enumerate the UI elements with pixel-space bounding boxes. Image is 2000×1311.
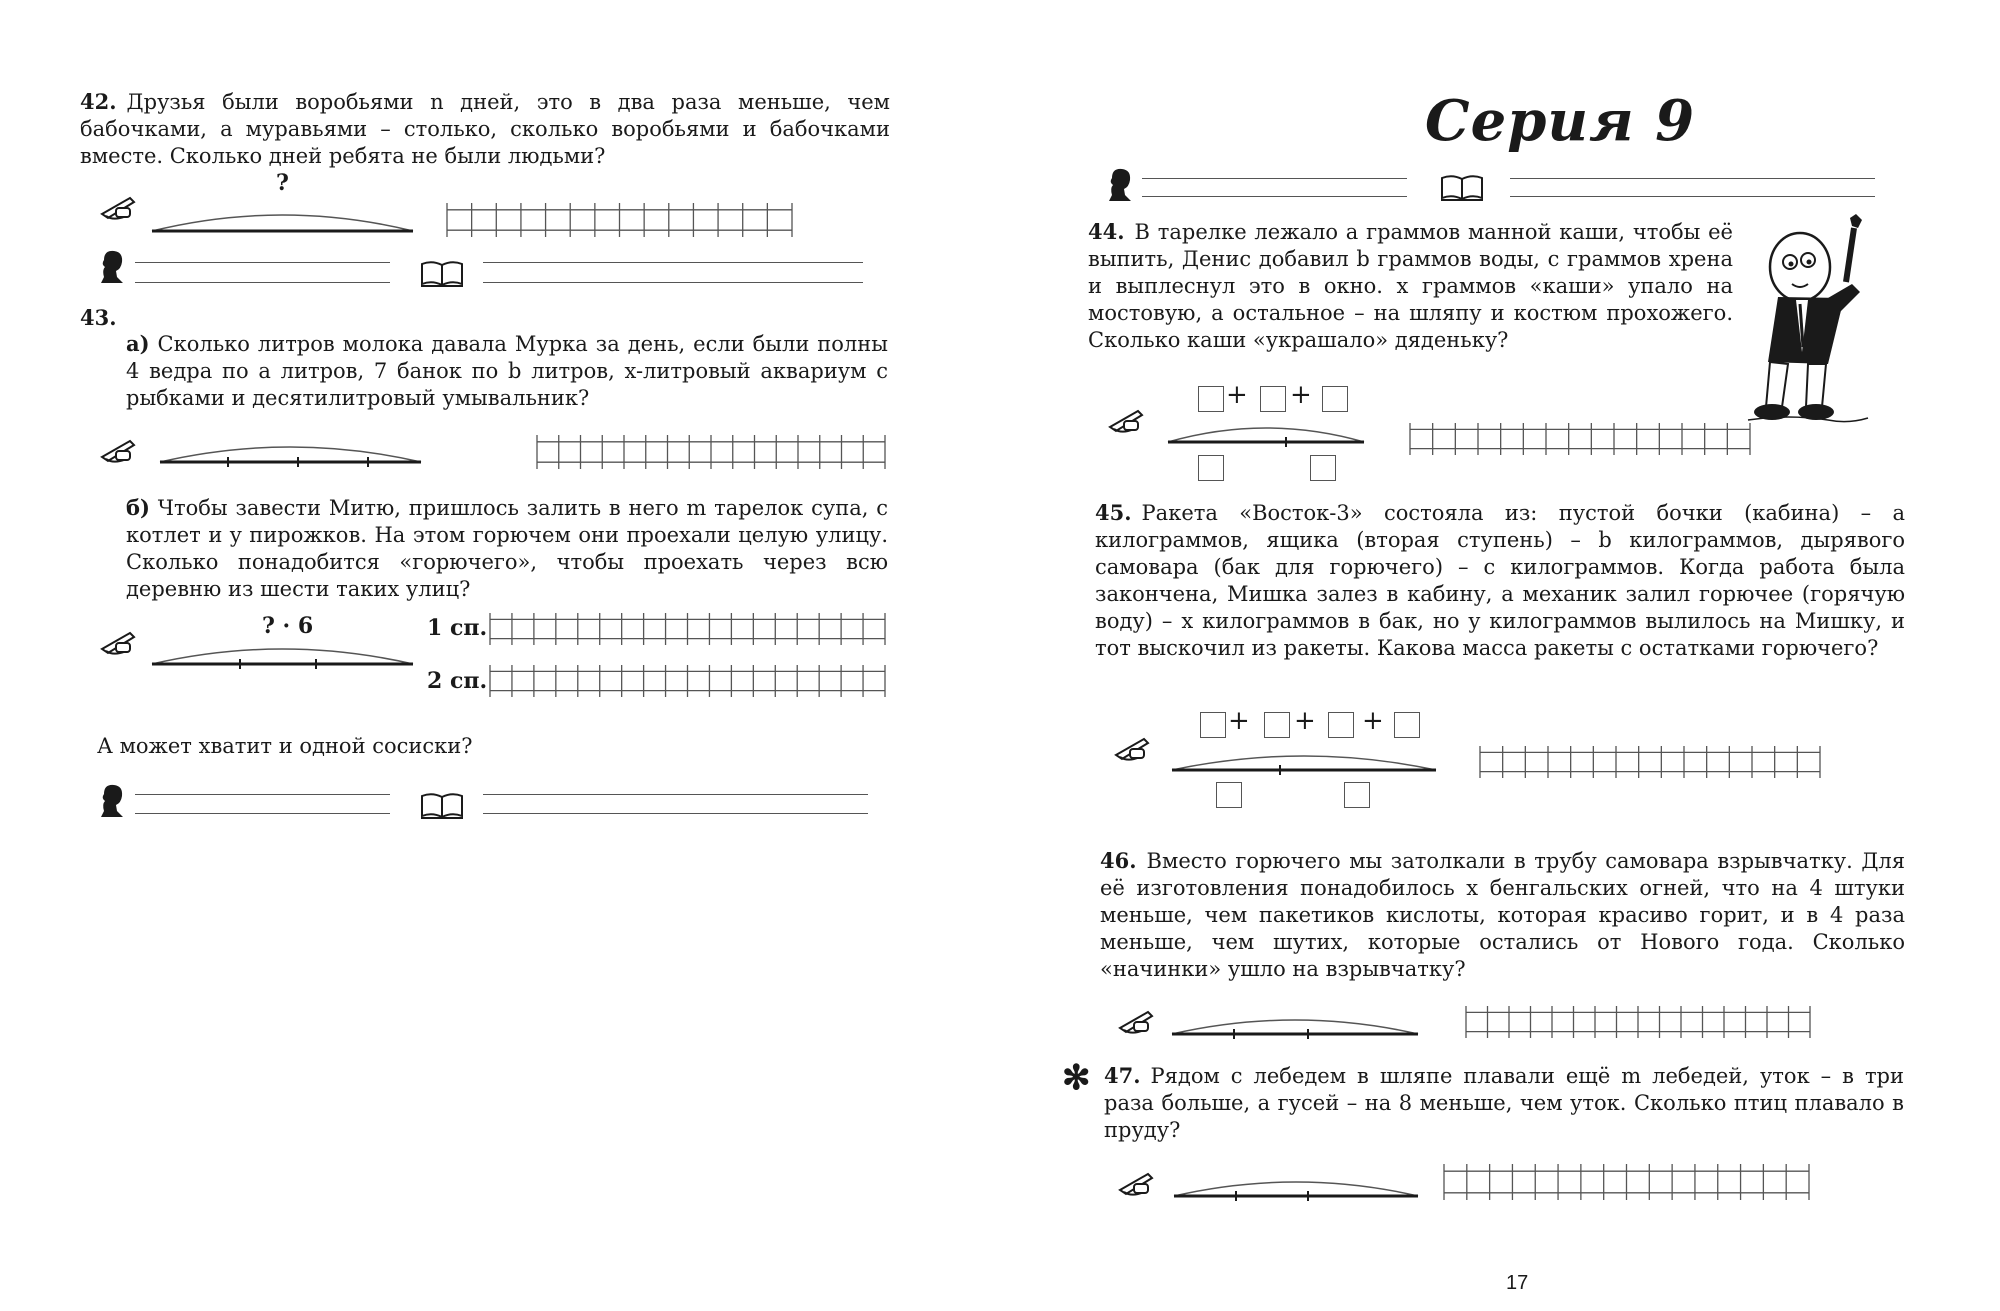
answer-grid[interactable] — [1480, 746, 1820, 778]
answer-grid[interactable] — [537, 435, 885, 469]
series-title: Серия 9 — [1425, 88, 1696, 154]
answer-grid-way-2[interactable] — [490, 665, 885, 697]
plus-sign: + — [1228, 706, 1250, 736]
segment-diagram — [1172, 1172, 1420, 1202]
blank-box[interactable] — [1264, 712, 1290, 738]
cartoon-boy-illustration — [1748, 212, 1888, 427]
problem-text: Рядом с лебедем в шляпе плавали ещё m лебедей, уток – в три раза больше, а гусей – на 8 меньше, чем уток. Сколько птиц плавало в пруду? — [1104, 1064, 1904, 1142]
plus-sign: + — [1290, 380, 1312, 410]
problem-number: 45. — [1095, 500, 1132, 525]
problem-number: 43. — [80, 305, 117, 330]
problem-number: 47. — [1104, 1063, 1141, 1088]
answer-grid[interactable] — [1466, 1006, 1810, 1038]
segment-diagram — [158, 438, 423, 468]
plus-sign: + — [1362, 706, 1384, 736]
problem-43-number — [80, 304, 127, 332]
writing-hand-icon — [100, 435, 138, 465]
writing-hand-icon — [100, 192, 138, 222]
problem-45 — [1095, 499, 1905, 662]
blank-box[interactable] — [1328, 712, 1354, 738]
answer-line[interactable] — [135, 262, 390, 263]
problem-44 — [1088, 218, 1733, 354]
answer-line[interactable] — [1142, 178, 1407, 179]
page-number: 17 — [1506, 1272, 1529, 1294]
problem-text: Ракета «Восток-3» состояла из: пустой бочки (кабина) – a килограммов, ящика (вторая ступень) – b килограммов, дырявого самовара (бак для горючего) – c килограммов. Когда работа была закончена, Мишка залез в кабину, а механик залил горючее (горячую воду) – x килограммов в бак, но y килограммов вылилось на Мишку, и тот выскочил из ракеты. Какова масса ракеты с остатками горючего? — [1095, 501, 1905, 660]
answer-line[interactable] — [483, 282, 863, 283]
open-book-icon — [420, 790, 464, 820]
problem-43b — [126, 494, 888, 603]
answer-line[interactable] — [135, 282, 390, 283]
answer-grid[interactable] — [447, 203, 792, 237]
difficulty-star-icon: ✻ — [1062, 1058, 1091, 1098]
segment-diagram — [1170, 1010, 1420, 1040]
problem-43a — [126, 330, 888, 412]
plus-sign: + — [1294, 706, 1316, 736]
segment-label: ? — [276, 170, 289, 196]
way-1-label: 1 сп. — [427, 615, 488, 641]
answer-line[interactable] — [1142, 196, 1407, 197]
answer-line[interactable] — [483, 813, 868, 814]
blank-box[interactable] — [1310, 455, 1336, 481]
writing-hand-icon — [1114, 733, 1152, 763]
problem-text: Вместо горючего мы затолкали в трубу самовара взрывчатку. Для её изготовления понадобилось x бенгальских огней, что на 4 штуки меньше, чем пакетиков кислоты, которая красиво горит, и в 4 раза меньше, чем шутих, которые остались от Нового года. Сколько «начинки» ушло на взрывчатку? — [1100, 849, 1905, 981]
problem-text: Друзья были воробьями n дней, это в два раза меньше, чем бабочками, а муравьями – столько, сколько воробьями и бабочками вместе. Сколько дней ребята не были людьми? — [80, 90, 890, 168]
answer-line[interactable] — [483, 262, 863, 263]
way-2-label: 2 сп. — [427, 668, 488, 694]
problem-47 — [1104, 1062, 1904, 1144]
answer-line[interactable] — [483, 794, 868, 795]
blank-box[interactable] — [1344, 782, 1370, 808]
head-silhouette-icon — [100, 784, 124, 818]
segment-diagram — [150, 205, 415, 235]
open-book-icon — [1440, 172, 1484, 202]
segment-diagram — [1170, 746, 1438, 776]
blank-box[interactable] — [1260, 386, 1286, 412]
problem-number: 42. — [80, 89, 117, 114]
part-label: б) — [126, 495, 150, 520]
answer-grid-way-1[interactable] — [490, 613, 885, 645]
part-label: а) — [126, 331, 150, 356]
problem-number: 44. — [1088, 219, 1125, 244]
head-silhouette-icon — [100, 250, 124, 284]
answer-line[interactable] — [135, 813, 390, 814]
answer-line[interactable] — [1510, 178, 1875, 179]
writing-hand-icon — [1118, 1168, 1156, 1198]
answer-grid[interactable] — [1444, 1164, 1809, 1200]
blank-box[interactable] — [1216, 782, 1242, 808]
segment-label: ? · 6 — [262, 613, 314, 639]
writing-hand-icon — [100, 627, 138, 657]
plus-sign: + — [1226, 380, 1248, 410]
blank-box[interactable] — [1198, 455, 1224, 481]
problem-42 — [80, 88, 890, 170]
answer-line[interactable] — [1510, 196, 1875, 197]
problem-number: 46. — [1100, 848, 1137, 873]
writing-hand-icon — [1108, 405, 1146, 435]
open-book-icon — [420, 258, 464, 288]
blank-box[interactable] — [1200, 712, 1226, 738]
bonus-question: А может хватит и одной сосиски? — [97, 734, 473, 758]
segment-diagram — [150, 640, 415, 670]
blank-box[interactable] — [1322, 386, 1348, 412]
answer-grid[interactable] — [1410, 423, 1750, 455]
problem-46 — [1100, 847, 1905, 983]
segment-diagram — [1166, 418, 1366, 448]
problem-text: Чтобы завести Митю, пришлось залить в него m тарелок супа, c котлет и y пирожков. На этом горючем они проехали целую улицу. Сколько понадобится «горючего», чтобы проехать через всю деревню из шести таких улиц? — [126, 496, 888, 601]
problem-text: В тарелке лежало a граммов манной каши, чтобы её выпить, Денис добавил b граммов воды, c граммов хрена и выплеснул это в окно. x граммов «каши» упало на мостовую, а остальное – на шляпу и костюм прохожего. Сколько каши «украшало» дяденьку? — [1088, 220, 1733, 352]
blank-box[interactable] — [1198, 386, 1224, 412]
problem-text: Сколько литров молока давала Мурка за день, если были полны 4 ведра по a литров, 7 банок по b литров, x-литровый аквариум с рыбками и десятилитровый умывальник? — [126, 332, 888, 410]
writing-hand-icon — [1118, 1006, 1156, 1036]
answer-line[interactable] — [135, 794, 390, 795]
blank-box[interactable] — [1394, 712, 1420, 738]
head-silhouette-icon — [1108, 168, 1132, 202]
